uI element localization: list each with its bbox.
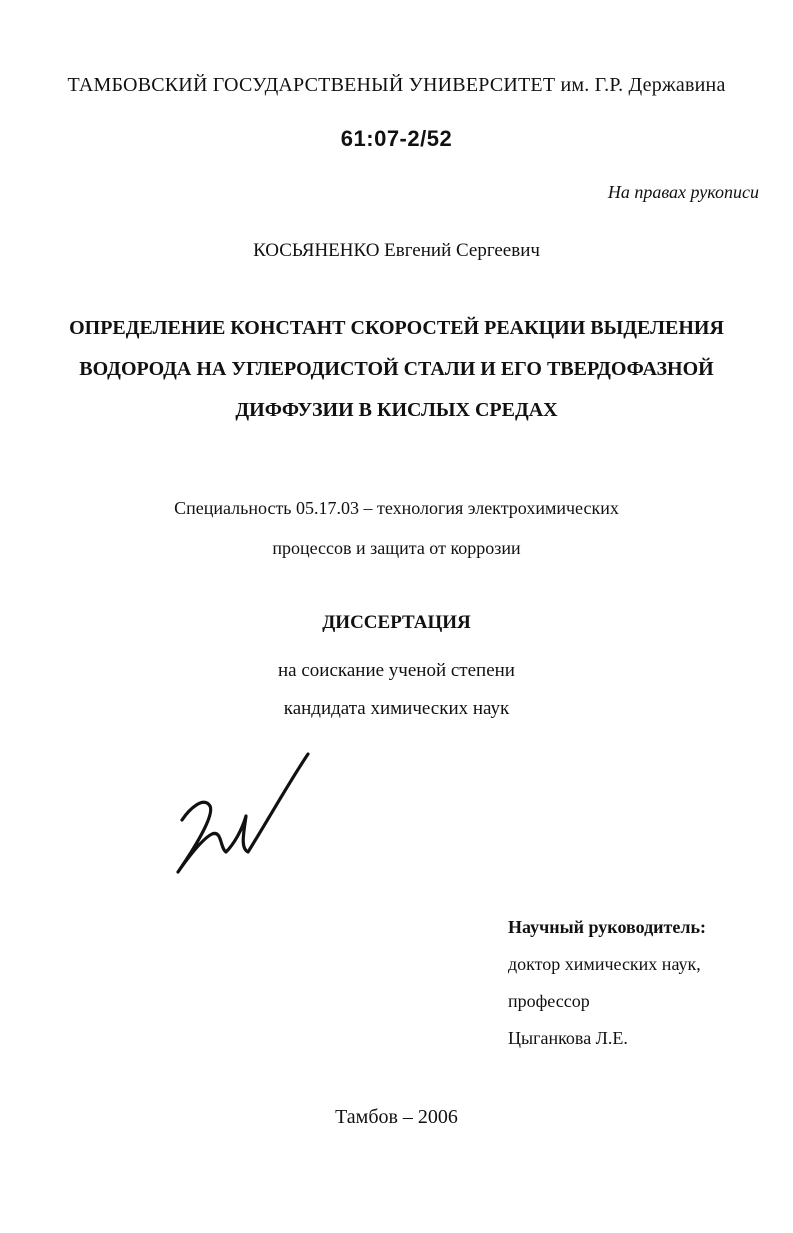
city-year: Тамбов – 2006 [335, 1106, 458, 1128]
degree-info [0, 652, 793, 728]
handwritten-signature [170, 748, 320, 878]
specialty [40, 488, 753, 568]
advisor-heading: Научный руководитель: [508, 917, 706, 937]
advisor-title: профессор [508, 991, 590, 1011]
dissertation-title [40, 308, 753, 431]
rights-note: На правах рукописи [607, 182, 759, 202]
advisor-name: Цыганкова Л.Е. [508, 1028, 628, 1048]
specialty-line: процессов и защита от коррозии [272, 538, 521, 558]
catalog-code: 61:07-2/52 [340, 126, 453, 151]
author-name: КОСЬЯНЕНКО Евгений Сергеевич [253, 240, 540, 261]
advisor-block [508, 908, 706, 1057]
degree-line: на соискание ученой степени [278, 660, 515, 681]
specialty-line: Специальность 05.17.03 – технология электрохимических [174, 498, 619, 518]
dissertation-heading: ДИССЕРТАЦИЯ [322, 612, 471, 633]
title-line: ОПРЕДЕЛЕНИЕ КОНСТАНТ СКОРОСТЕЙ РЕАКЦИИ ВЫДЕЛЕНИЯ [69, 317, 724, 339]
title-line: ДИФФУЗИИ В КИСЛЫХ СРЕДАХ [235, 399, 558, 421]
title-line: ВОДОРОДА НА УГЛЕРОДИСТОЙ СТАЛИ И ЕГО ТВЕРДОФАЗНОЙ [79, 358, 714, 380]
degree-line: кандидата химических наук [283, 698, 510, 719]
advisor-degree: доктор химических наук, [508, 954, 701, 974]
university-name: ТАМБОВСКИЙ ГОСУДАРСТВЕНЫЙ УНИВЕРСИТЕТ им. Г.Р. Державина [67, 74, 726, 96]
